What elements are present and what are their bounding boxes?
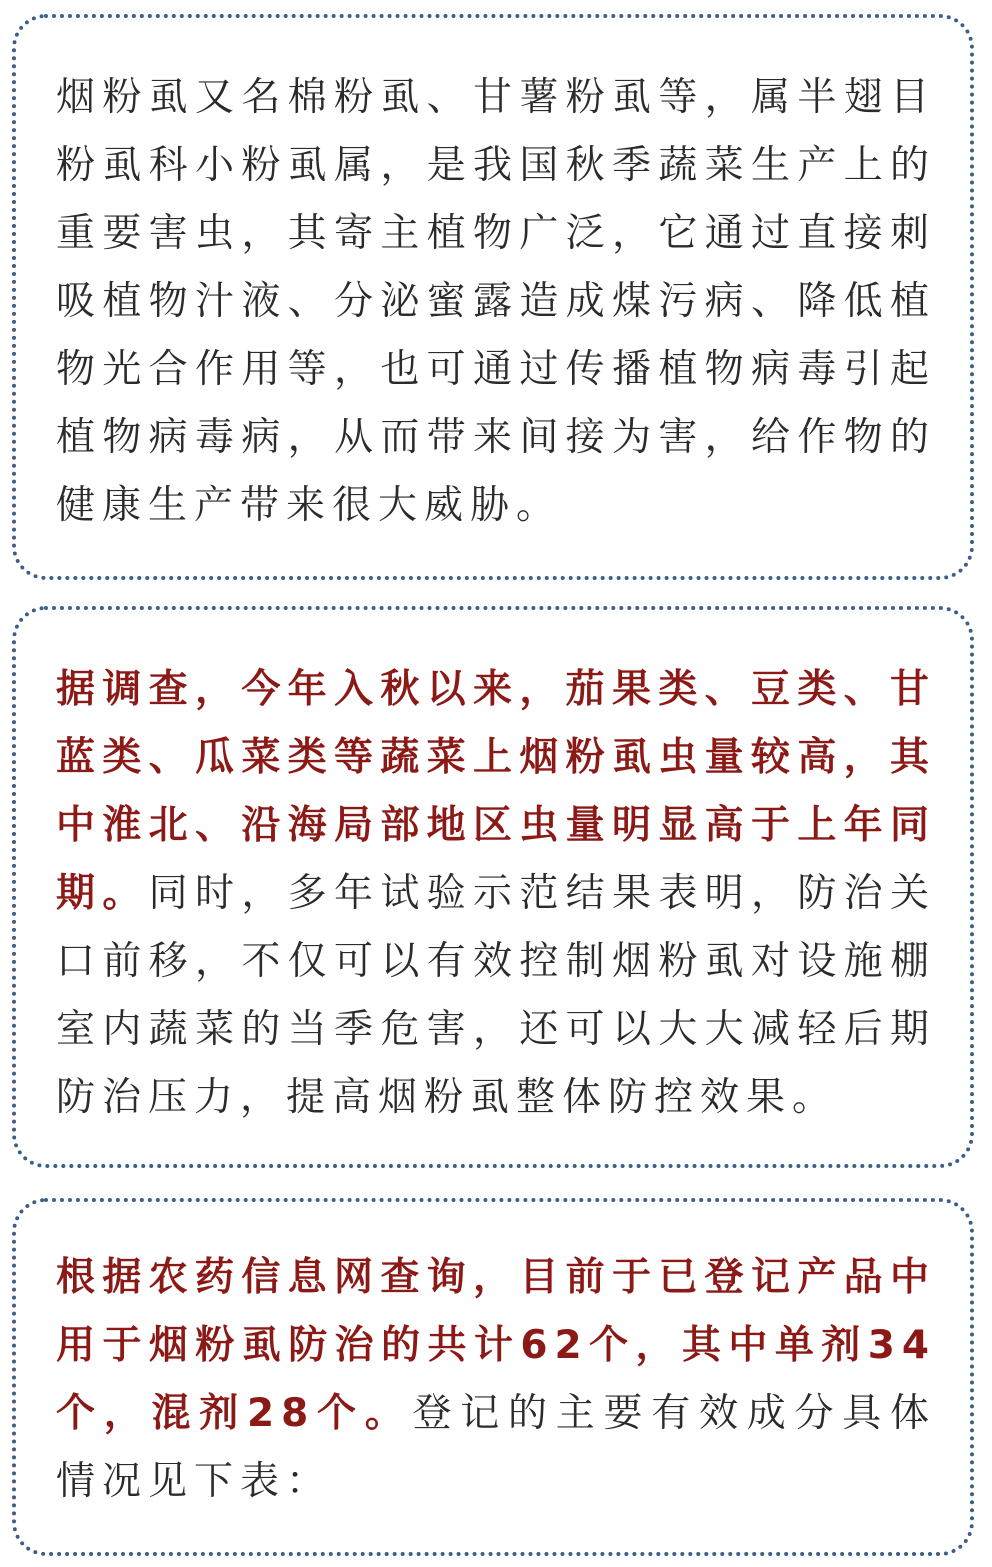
registration-paragraph xyxy=(56,1244,936,1516)
survey-card xyxy=(12,606,974,1168)
survey-paragraph xyxy=(56,656,936,1132)
registration-text: 登记的主要有效成分具体情况见下表： xyxy=(56,1391,936,1504)
intro-card xyxy=(12,14,974,580)
intro-paragraph xyxy=(56,64,936,540)
intro-text: 烟粉虱又名棉粉虱、甘薯粉虱等，属半翅目粉虱科小粉虱属，是我国秋季蔬菜生产上的重要害虫，其寄主植物广泛，它通过直接刺吸植物汁液、分泌蜜露造成煤污病、降低植物光合作用等，也可通过传播植物病毒引起植物病毒病，从而带来间接为害，给作物的健康生产带来很大威胁。 xyxy=(56,75,936,528)
survey-highlight-text: 据调查，今年入秋以来，茄果类、豆类、甘蓝类、瓜菜类等蔬菜上烟粉虱虫量较高，其中淮北、沿海局部地区虫量明显高于上年同期。 xyxy=(56,667,936,916)
survey-text: 同时，多年试验示范结果表明，防治关口前移，不仅可以有效控制烟粉虱对设施棚室内蔬菜的当季危害，还可以大大减轻后期防治压力，提高烟粉虱整体防控效果。 xyxy=(56,871,936,1120)
registration-highlight-text: 根据农药信息网查询，目前于已登记产品中用于烟粉虱防治的共计62个，其中单剂34个，混剂28个。 xyxy=(56,1255,936,1436)
registration-card xyxy=(12,1198,974,1556)
